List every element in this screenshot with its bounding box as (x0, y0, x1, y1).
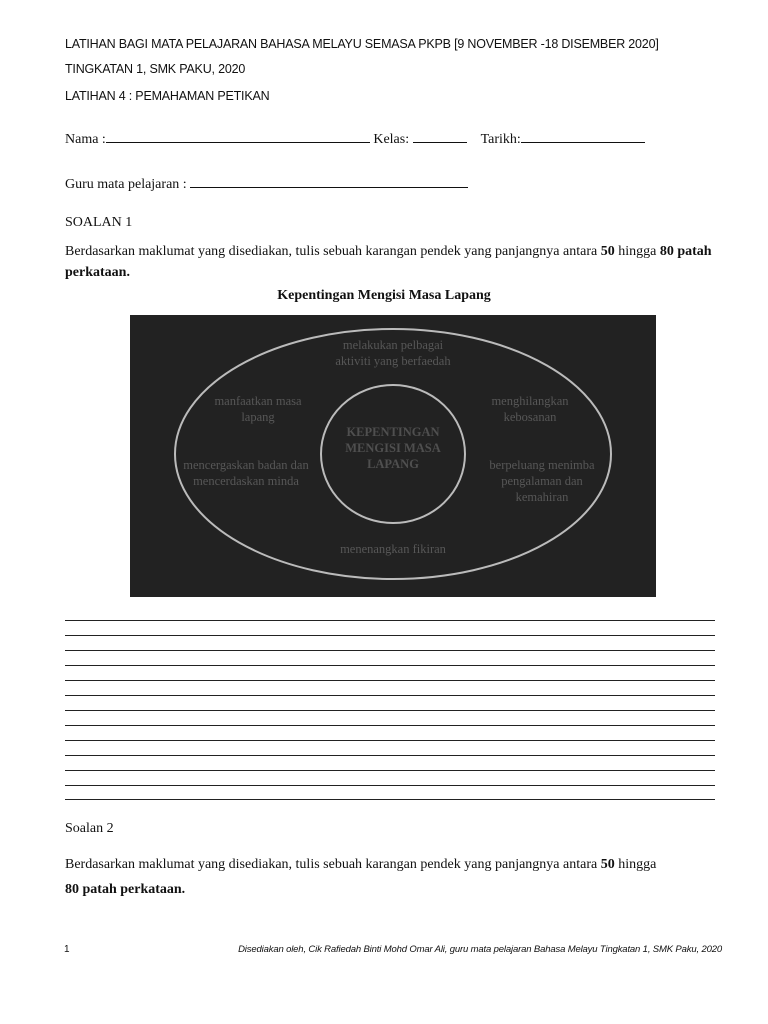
writing-line[interactable] (65, 770, 715, 771)
header-class: TINGKATAN 1, SMK PAKU, 2020 (65, 62, 246, 76)
page-number: 1 (64, 944, 70, 955)
question-1-heading: SOALAN 1 (65, 215, 133, 230)
instruction-text-2: hingga (614, 244, 660, 259)
writing-line[interactable] (65, 680, 715, 681)
bubble-map-diagram (130, 315, 656, 597)
question-2-instruction (65, 852, 725, 902)
instruction-text: Berdasarkan maklumat yang disediakan, tulis sebuah karangan pendek yang panjangnya antara (65, 857, 601, 872)
teacher-label: Guru mata pelajaran : (65, 177, 187, 192)
instruction-text-2: hingga (614, 857, 657, 872)
footer-credit: Disediakan oleh, Cik Rafiedah Binti Mohd Omar Ali, guru mata pelajaran Bahasa Melayu Tingkatan 1, SMK Paku, 2020 (238, 944, 722, 955)
node-bottom: menenangkan fikiran (340, 542, 446, 556)
instruction-bold-min: 50 (600, 857, 615, 872)
date-label: Tarikh: (480, 132, 521, 147)
writing-line[interactable] (65, 635, 715, 636)
node-right-top: menghilangkan kebosanan (491, 394, 569, 424)
teacher-blank[interactable] (190, 173, 468, 188)
header-title: LATIHAN BAGI MATA PELAJARAN BAHASA MELAYU SEMASA PKPB [9 NOVEMBER -18 DISEMBER 2020] (65, 37, 659, 51)
writing-line[interactable] (65, 620, 715, 621)
node-right-bottom: berpeluang menimba pengalaman dan kemahiran (489, 458, 595, 504)
writing-line[interactable] (65, 725, 715, 726)
writing-line[interactable] (65, 665, 715, 666)
name-blank[interactable] (106, 128, 370, 143)
writing-line[interactable] (65, 650, 715, 651)
instruction-bold-range: 80 patah perkataan. (65, 882, 186, 897)
class-label: Kelas: (373, 132, 410, 147)
node-left-bottom: mencergaskan badan dan mencerdaskan minda (183, 458, 309, 488)
writing-line[interactable] (65, 710, 715, 711)
writing-line[interactable] (65, 695, 715, 696)
class-blank[interactable] (413, 128, 467, 143)
name-label: Nama : (65, 132, 106, 147)
writing-line[interactable] (65, 799, 715, 800)
teacher-field (65, 173, 468, 193)
date-blank[interactable] (521, 128, 645, 143)
question-2-heading: Soalan 2 (65, 821, 114, 836)
instruction-text: Berdasarkan maklumat yang disediakan, tulis sebuah karangan pendek yang panjangnya antara (65, 244, 601, 259)
question-1-instruction (65, 241, 725, 283)
center-label: KEPENTINGAN MENGISI MASA LAPANG (345, 425, 441, 471)
header-exercise: LATIHAN 4 : PEMAHAMAN PETIKAN (65, 89, 270, 103)
diagram-title: Kepentingan Mengisi Masa Lapang (277, 288, 491, 303)
name-field (65, 128, 645, 148)
node-left-top: manfaatkan masa lapang (214, 394, 302, 424)
writing-line[interactable] (65, 755, 715, 756)
instruction-bold-min: 50 (600, 244, 615, 259)
writing-line[interactable] (65, 740, 715, 741)
node-top: melakukan pelbagai aktiviti yang berfaedah (335, 338, 451, 368)
instruction-bold-range: 80 patah perkataan. (65, 244, 712, 280)
writing-line[interactable] (65, 785, 715, 786)
